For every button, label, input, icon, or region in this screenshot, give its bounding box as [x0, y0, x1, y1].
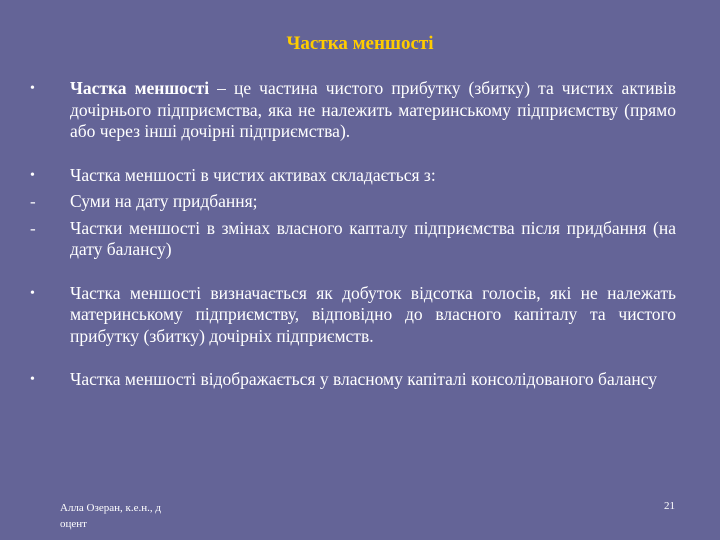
definition-term: Частка меншості: [70, 78, 210, 98]
dash-marker: -: [30, 192, 36, 211]
bullet-marker: •: [30, 285, 35, 301]
list-item-reporting: [30, 369, 676, 391]
footer-author-line2: оцент: [60, 518, 87, 530]
list-item-text: Частка меншості відображається у власному капіталі консолідованого балансу: [70, 369, 658, 389]
bullet-marker: •: [30, 372, 35, 387]
footer-author: [60, 500, 161, 532]
list-item-text: Частки меншості в змінах власного капталу підприємства після придбання (на дату балансу): [70, 217, 676, 259]
list-item-text: Частка меншості визначається як добуток відсотка голосів, які не належать материнському підприємству, відповідно до власного капіталу та чистого прибутку (збитку) дочірніх підприємств.: [70, 282, 676, 346]
page-number: 21: [664, 500, 675, 512]
footer-author-line1: Алла Озеран, к.е.н., д: [60, 502, 161, 514]
list-item-text: Суми на дату придбання;: [70, 191, 258, 211]
bullet-marker: •: [30, 167, 35, 183]
dash-marker: -: [30, 218, 36, 238]
list-item-definition: [30, 78, 676, 143]
bullet-marker: •: [30, 81, 35, 96]
list-item-text: Частка меншості в чистих активах складається з:: [70, 164, 436, 185]
slide-content: [30, 78, 676, 391]
definition-text: – це частина чистого прибутку (збитку) та чистих активів дочірнього підприємства, яка не належить материнському підприємству (прямо або через інші дочірні підприємства).: [70, 78, 676, 141]
list-item-sub-1: [30, 191, 676, 213]
list-item-calculation: [30, 283, 676, 348]
list-item-composition: [30, 165, 676, 187]
list-item-sub-2: [30, 218, 676, 261]
slide-title: Частка меншості: [286, 33, 434, 54]
